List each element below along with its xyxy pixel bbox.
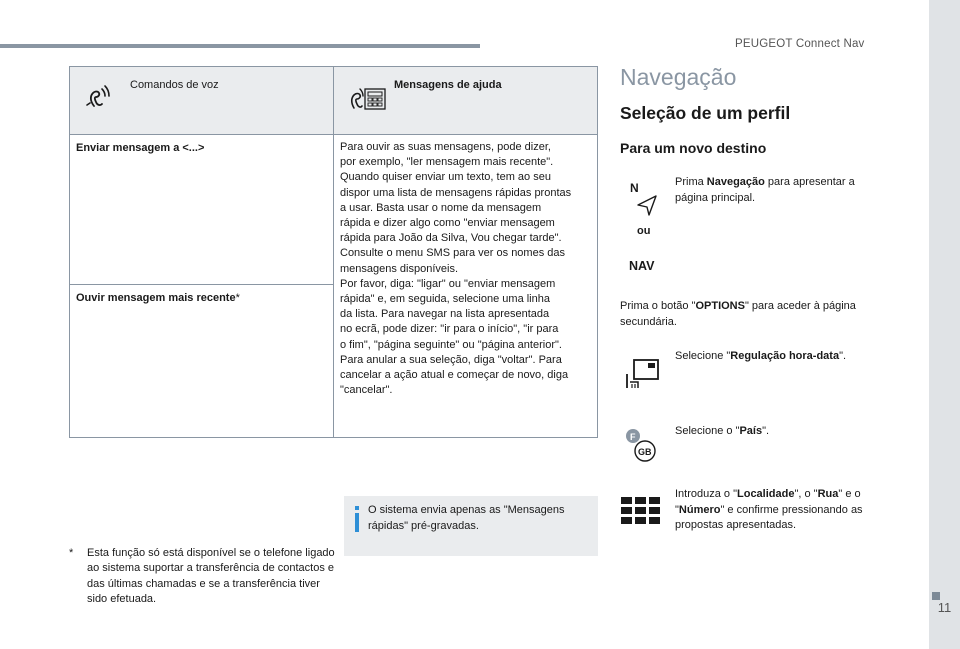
country-gb-label: GB [638,447,652,457]
help-line: rápida para João da Silva, Vou chegar tarde". [340,232,562,245]
help-message-cell [334,135,598,438]
keyboard-grid-icon [621,497,661,530]
help-line: rápida" e, em seguida, selecione uma linha [340,293,550,306]
help-line: "cancelar". [340,384,393,397]
footnote-star: * [69,547,74,559]
col2-header-cell [334,67,598,135]
col2-header-label: Mensagens de ajuda [394,79,502,91]
help-line: a usar. Basta usar o nome da mensagem [340,201,542,214]
profile-subtitle: Seleção de um perfil [620,103,791,123]
help-line: por exemplo, "ler mensagem mais recente". [340,156,554,169]
new-destination-heading: Para um novo destino [620,140,767,156]
step-country: Selecione o "País". [675,425,770,437]
top-rule [0,44,480,48]
date-time-settings-icon [624,358,660,395]
command-text: Ouvir mensagem mais recente [76,292,236,304]
command-text: Enviar mensagem a <...> [76,142,205,154]
help-line: dispor uma lista de mensagens rápidas prontas [340,186,572,199]
nav-button-label: NAV [629,259,655,273]
step-options: Prima o botão "OPTIONS" para aceder à página secundária. [620,300,856,328]
country-selection-icon [624,427,660,468]
side-margin-strip [929,0,960,649]
command-cell [70,135,334,285]
info-icon [353,506,361,532]
voice-commands-table [69,66,598,438]
info-text: O sistema envia apenas as "Mensagens rápidas" pré-gravadas. [368,504,565,532]
page-marker [932,592,940,600]
help-line: rápida e dizer algo como "enviar mensagem [340,217,555,230]
help-line: no ecrã, pode dizer: "ir para o início", "ir para [340,323,559,336]
help-line: Para anular a sua seleção, diga "voltar". Para [340,353,562,366]
page-number: 11 [937,600,952,615]
footnote-marker: * [235,292,240,304]
step-date-time: Selecione "Regulação hora-data". [675,350,847,362]
command-cell [70,285,334,438]
voice-command-icon [84,83,112,114]
col1-header-cell [70,67,334,135]
country-f-label: F [630,432,636,442]
icon-letter-n: N [630,181,639,195]
help-line: Para ouvir as suas mensagens, pode dizer, [340,141,551,153]
help-line: mensagens disponíveis. [340,262,459,275]
navigation-arrow-icon [628,180,660,221]
help-line: da lista. Para navegar na lista apresentada [340,308,550,321]
col1-header-label: Comandos de voz [130,79,219,91]
voice-help-icon [348,83,388,118]
help-line: Consulte o menu SMS para ver os nomes das [340,247,566,260]
help-line: Por favor, diga: "ligar" ou "enviar mensagem [340,277,556,290]
brand-title: PEUGEOT Connect Nav [735,38,865,50]
footnote-text: Esta função só está disponível se o telefone ligado ao sistema suportar a transferência de contactos e das últimas chamadas e se a transferência tiver sido efetuada. [87,547,335,605]
help-line: o fim", "página seguinte" ou "página anterior". [340,338,562,351]
info-box [344,496,598,556]
help-line: Quando quiser enviar um texto, tem ao seu [340,171,551,184]
navigation-title: Navegação [620,64,737,90]
or-label: ou [637,225,651,237]
step-navigation: Prima Navegação para apresentar a página principal. [675,176,855,204]
footnote [69,546,337,607]
step-address: Introduza o "Localidade", o "Rua" e o "Número" e confirme pressionando as propostas apresentadas. [675,488,863,531]
help-line: cancelar a ação atual e começar de novo, diga [340,369,569,382]
